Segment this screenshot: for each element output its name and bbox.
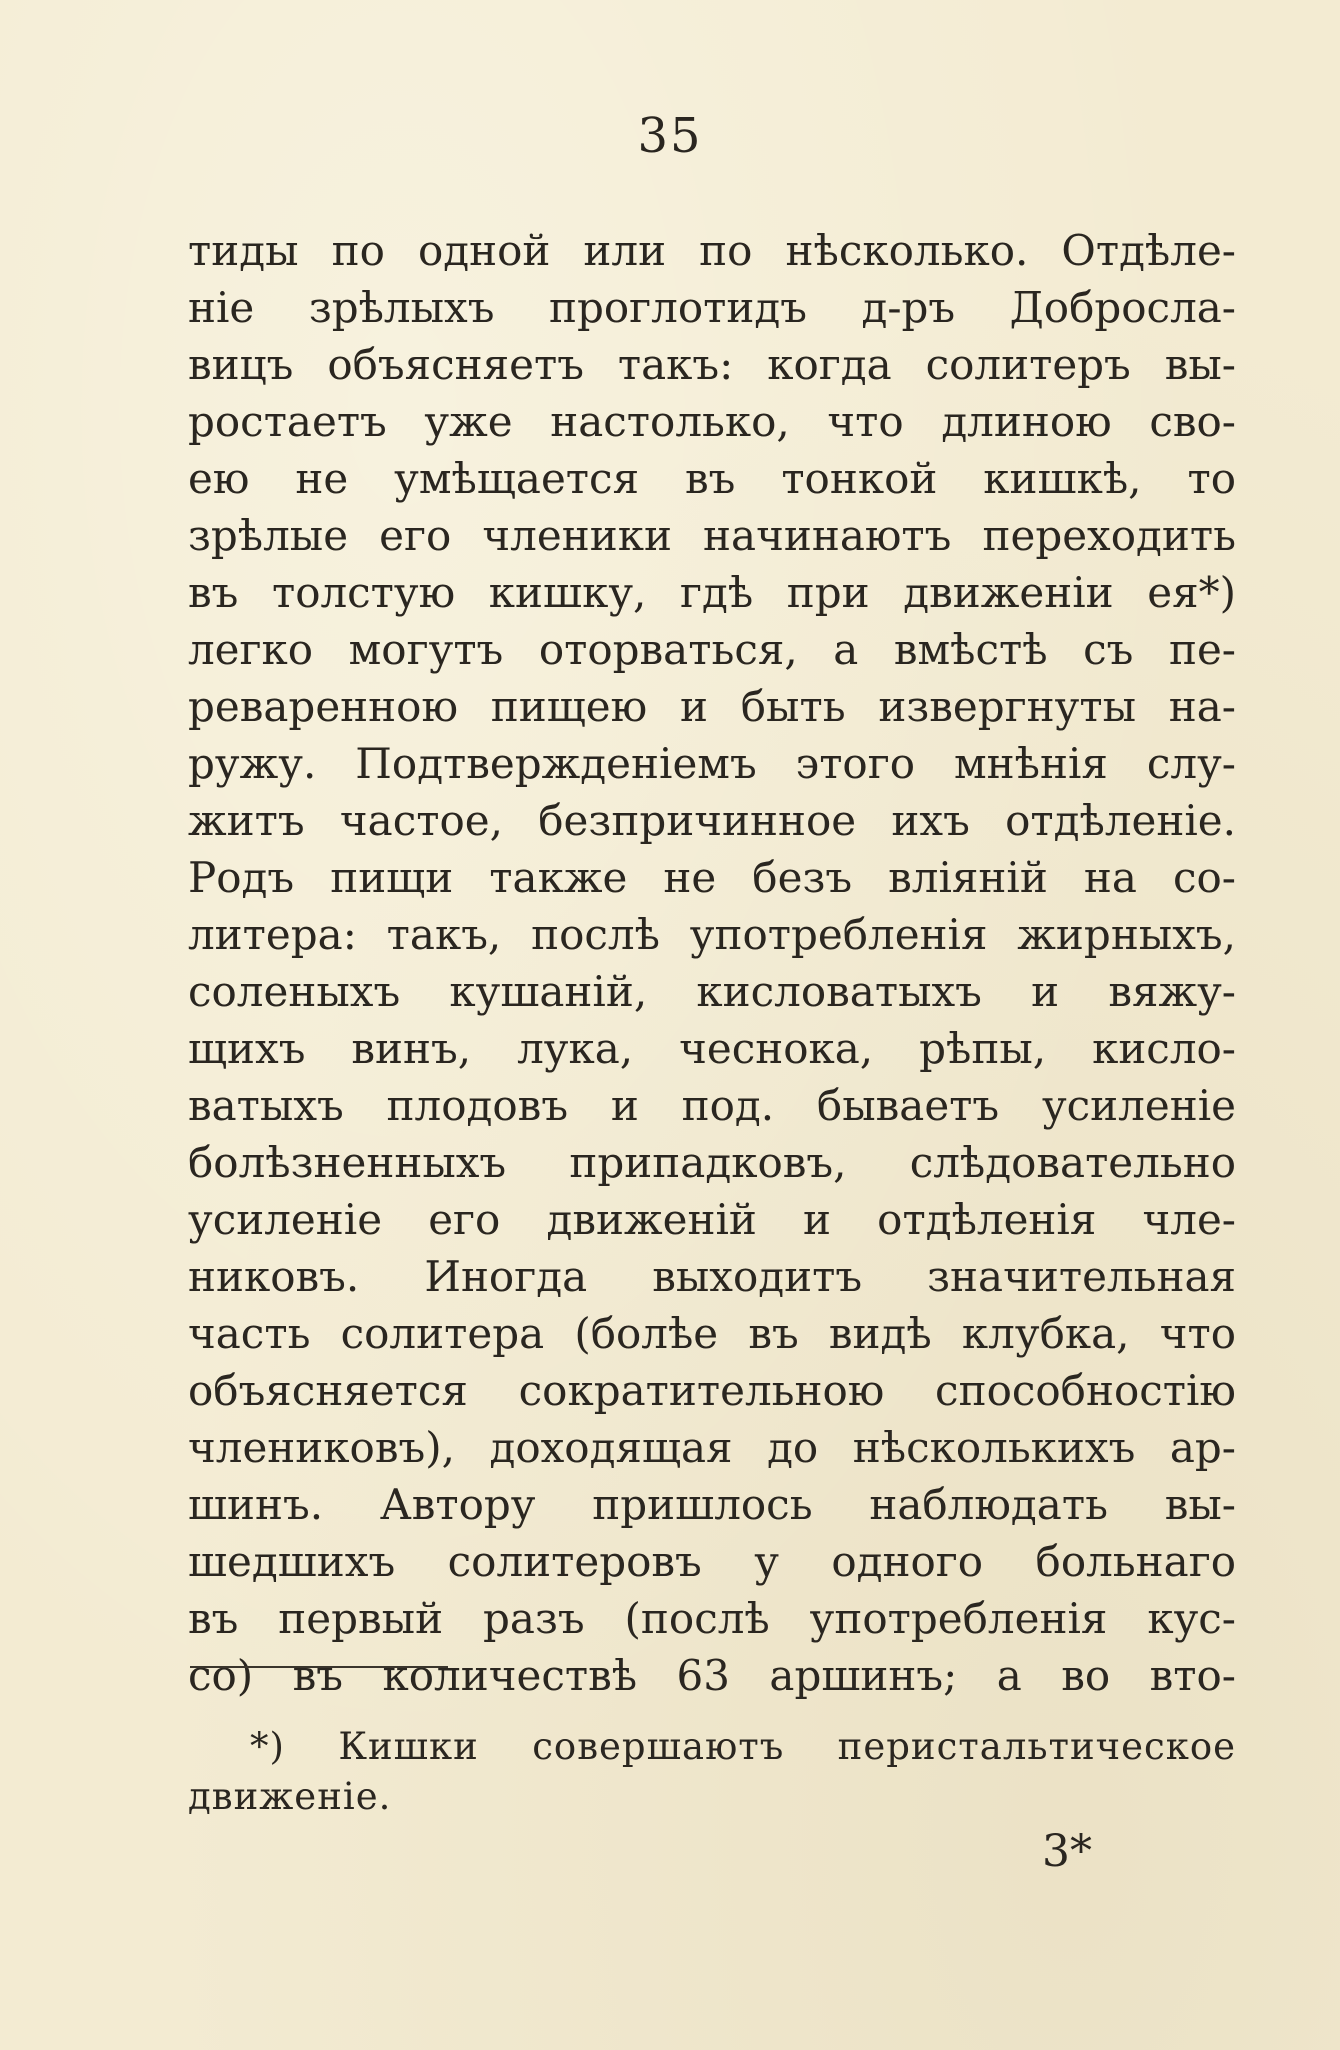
page-number: 35 (637, 108, 703, 164)
text-line: усиленіе его движеній и отдѣленія чле- (188, 1195, 1236, 1244)
text-line: ревареннoю пищею и быть извергнуты на- (188, 682, 1236, 731)
text-line: ею не умѣщается въ тонкой кишкѣ, то (188, 454, 1236, 503)
text-line: ніе зрѣлыхъ проглотидъ д-ръ Доброслa- (188, 283, 1236, 332)
footnote-line: *) Кишки совершаютъ перистальтическое (250, 1725, 1236, 1768)
text-line: Родъ пищи также не безъ вліяній на со- (188, 853, 1236, 902)
text-line: ватыхъ плодовъ и под. бываетъ усиленіе (188, 1081, 1236, 1130)
text-line: болѣзненныхъ припадковъ, слѣдовательно (188, 1138, 1236, 1187)
text-line: ростаетъ уже настолько, что длиною сво- (188, 397, 1236, 446)
text-line: вицъ объясняетъ такъ: когда солитеръ вы- (188, 340, 1236, 389)
footnote (188, 1722, 1236, 1822)
text-line: соленыхъ кушаній, кисловатыхъ и вяжу- (188, 967, 1236, 1016)
text-line: легко могутъ оторваться, а вмѣстѣ съ пе- (188, 625, 1236, 674)
text-line: шедшихъ солитеровъ у одного больнаго (188, 1537, 1236, 1586)
text-line: тиды по одной или по нѣсколько. Отдѣле- (188, 226, 1236, 275)
footnote-divider (190, 1666, 448, 1668)
text-line: объясняется сократительною способностію (188, 1366, 1236, 1415)
text-line: щихъ винъ, лука, чеснока, рѣпы, кисло- (188, 1024, 1236, 1073)
text-line: шинъ. Автору пришлось наблюдать вы- (188, 1480, 1236, 1529)
text-line: зрѣлые его членики начинаютъ переходить (188, 511, 1236, 560)
footnote-line: движеніе. (188, 1775, 392, 1818)
text-line: члениковъ), доходящая до нѣсколькихъ ар- (188, 1423, 1236, 1472)
text-line: въ первый разъ (послѣ употребленія кус- (188, 1594, 1236, 1643)
text-line: литера: такъ, послѣ употребленія жирныхъ, (188, 910, 1236, 959)
text-line: со) въ количествѣ 63 аршинъ; а во вто- (188, 1651, 1236, 1700)
body-text (188, 222, 1236, 1704)
text-line: никовъ. Иногда выходитъ значительная (188, 1252, 1236, 1301)
text-line: въ толстую кишку, гдѣ при движеніи ея*) (188, 568, 1236, 617)
signature-mark: 3* (1042, 1826, 1092, 1877)
text-line: житъ частое, безпричинное ихъ отдѣленіе. (188, 796, 1236, 845)
text-line: ружу. Подтвержденіемъ этого мнѣнія слу- (188, 739, 1236, 788)
text-line: часть солитера (болѣе въ видѣ клубка, что (188, 1309, 1236, 1358)
